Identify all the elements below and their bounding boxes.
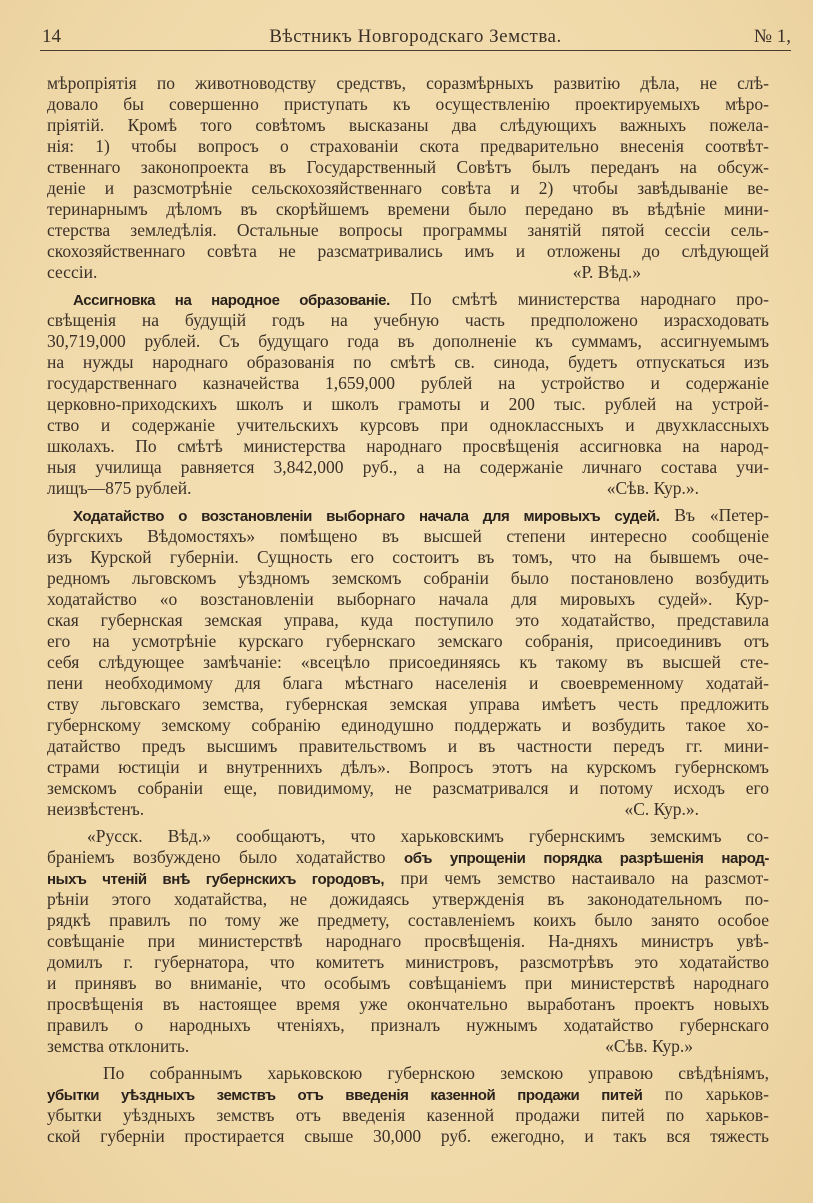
text-line [47,931,769,952]
body-text: свѣщенія на будущій годъ на учебную часть предположено израсходовать [47,310,769,330]
line-text [47,799,144,820]
paragraph [47,73,769,283]
text-line [47,478,769,499]
text-line [47,610,769,631]
text-line [47,1036,769,1057]
body-text: теринарнымъ дѣломъ въ скорѣйшемъ времени было передано въ вѣдѣніе мини- [47,199,769,219]
body-text: земскомъ собраніи еще, повидимому, не разсматривался и потому исходъ его [47,778,769,798]
body-text: церковно-приходскихъ школъ и школъ грамоты и 200 тыс. рублей на устрой- [47,394,769,414]
body-text: рѣніи этого ходатайства, не дожидаясь утвержденія въ законодательномъ по- [47,889,769,909]
body-text: ныя училища равняется 3,842,000 руб., а на содержаніе личнаго состава учи- [47,457,769,477]
text-line [47,1063,769,1084]
line-text [47,1036,189,1057]
body-text: губернскому земскому собранію единодушно поддержать и возбудить такое хо- [47,715,769,735]
text-line [47,715,769,736]
body-text: ственнаго законопроекта въ Государственный Совѣтъ былъ переданъ на обсуж- [47,157,769,177]
body-text: убытки уѣздныхъ земствъ отъ введенія казенной продажи питей по харьков- [47,1105,769,1125]
body-text: ходатайство «о возстановленіи выборнаго начала для мировыхъ судей». Кур- [47,589,769,609]
body-text: датайство предъ высшимъ правительствомъ и въ частности передъ гг. мини- [47,736,769,756]
body-text: домилъ г. губернатора, что комитетъ министровъ, разсмотрѣвъ это ходатайство [47,952,769,972]
text-line [47,289,769,310]
text-line [47,589,769,610]
body-text: страми юстиціи и внутреннихъ дѣлъ». Вопросъ этотъ на курскомъ губернскомъ [47,757,769,777]
paragraph [47,505,769,820]
body-text: земства отклонить. [47,1036,190,1056]
body-text: и принявъ во вниманіе, что особымъ совѣщаніемъ при министерствѣ народнаго [47,973,769,993]
article-body [47,73,769,1147]
text-line [47,1105,769,1126]
source-attribution: «Р. Вѣд.» [572,262,641,282]
text-line [47,694,769,715]
paragraph [47,289,769,499]
text-line [47,394,769,415]
body-text: школахъ. По смѣтѣ министерства народнаго просвѣщенія ассигновка на народ- [47,436,769,456]
body-text: ской губерніи простирается свыше 30,000 руб. ежегодно, и такъ вся тяжесть [47,1126,769,1146]
text-line [47,457,769,478]
text-line [47,310,769,331]
body-text: стерства земледѣлія. Остальные вопросы программы занятій пятой сессіи сель- [47,220,769,240]
body-text: скохозяйственнаго совѣта не разсматривались имъ и отложены до слѣдующей [47,241,769,261]
body-text: браніемъ возбуждено было ходатайство [47,847,405,867]
text-line [47,199,769,220]
bold-heading-text: объ упрощеніи порядка разрѣшенія народ- [404,850,769,867]
body-text: По собраннымъ харьковскою губернскою земскою управою свѣдѣніямъ, [103,1063,769,1083]
text-line [47,736,769,757]
text-line [47,652,769,673]
text-line [47,352,769,373]
text-line [47,799,769,820]
text-line [47,1084,769,1105]
text-line [47,973,769,994]
bold-heading-text: Ходатайство о возстановленіи выборнаго начала для мировыхъ судей. [73,508,660,525]
text-line [47,136,769,157]
text-line [47,373,769,394]
body-text: редномъ льговскомъ уѣздномъ земскомъ собраніи было постановлено возбудить [47,568,769,588]
text-line [47,436,769,457]
body-text: 30,719,000 рублей. Съ будущаго года въ дополненіе къ суммамъ, ассигнуемымъ [47,331,769,351]
body-text: мѣропріятія по животноводству средствъ, соразмѣрныхъ развитію дѣла, не слѣ- [47,73,769,93]
body-text: неизвѣстенъ. [47,799,145,819]
text-line [47,889,769,910]
text-line [47,73,769,94]
body-text: сессіи. [47,262,98,282]
body-text: бургскихъ Вѣдомостяхъ» помѣщено въ высшей степени интересно сообщеніе [47,526,769,546]
text-line [47,415,769,436]
line-text [47,478,192,499]
page-number: 14 [42,26,61,47]
body-text: по харьков- [642,1084,769,1104]
text-line [47,331,769,352]
body-text: пріятій. Кромѣ того совѣтомъ высказаны два слѣдующихъ важныхъ пожела- [47,115,769,135]
body-text: изъ Курской губерніи. Сущность его состоитъ въ томъ, что на бывшемъ оче- [47,547,769,567]
body-text: довало бы совершенно приступать къ осуществленію проектируемыхъ мѣро- [47,94,769,114]
body-text: его на усмотрѣніе курскаго губернскаго земскаго собранія, присоединивъ отъ [47,631,769,651]
paragraph [47,826,769,1057]
text-line [47,1015,769,1036]
body-text: ская губернская земская управа, куда поступило это ходатайство, представила [47,610,769,630]
text-line [47,673,769,694]
text-line [47,910,769,931]
body-text: просвѣщенія въ настоящее время уже окончательно выработанъ проектъ новыхъ [47,994,769,1014]
body-text: ству льговскаго земства, губернская земская управа имѣетъ честь предложить [47,694,769,714]
body-text: рядкѣ правилъ по тому же предмету, составленіемъ коихъ было занято особое [47,910,769,930]
paragraph [47,1063,769,1147]
body-text: на нужды народнаго образованія по смѣтѣ св. синода, будетъ отпускаться изъ [47,352,769,372]
body-text: правилъ о народныхъ чтеніяхъ, призналъ нужнымъ ходатайство губернскаго [47,1015,769,1035]
body-text: себя слѣдующее замѣчаніе: «всецѣло присоединяясь къ такому въ высшей сте- [47,652,769,672]
source-attribution: «Сѣв. Кур.». [606,478,699,498]
body-text: совѣщаніе при министерствѣ народнаго просвѣщенія. На-дняхъ министръ увѣ- [47,931,769,951]
bold-heading-text: Ассигновка на народное образованіе. [73,292,390,309]
journal-title: Вѣстникъ Новгородскаго Земства. [269,26,562,47]
source-attribution: «Сѣв. Кур.» [605,1036,693,1056]
text-line [47,178,769,199]
text-line [47,994,769,1015]
bold-heading-text: ныхъ чтеній внѣ губернскихъ городовъ, [47,871,385,888]
text-line [47,547,769,568]
bold-heading-text: убытки уѣздныхъ земствъ отъ введенія казенной продажи питей [47,1087,643,1104]
text-line [47,526,769,547]
body-text: лищъ—875 рублей. [47,478,192,498]
line-text [47,262,97,283]
text-line [47,220,769,241]
text-line [47,568,769,589]
text-line [47,1126,769,1147]
body-text: государственнаго казначейства 1,659,000 рублей на устройство и содержаніе [47,373,769,393]
text-line [47,94,769,115]
text-line [47,157,769,178]
running-header [40,24,791,51]
body-text: Въ «Петер- [659,505,769,525]
text-line [47,826,769,847]
text-line [47,115,769,136]
body-text: По смѣтѣ министерства народнаго про- [389,289,769,309]
text-line [47,241,769,262]
text-line [47,505,769,526]
body-text: нія: 1) чтобы вопросъ о страхованіи скота предварительно внесенія соотвѣт- [47,136,769,156]
text-line [47,847,769,868]
text-line [47,631,769,652]
text-line [47,262,769,283]
body-text: при чемъ земство настаивало на разсмот- [384,868,769,888]
text-line [47,757,769,778]
body-text: «Русск. Вѣд.» сообщаютъ, что харьковскимъ губернскимъ земскимъ со- [87,826,769,846]
body-text: пени необходимому для блага мѣстнаго населенія и своевременному ходатай- [47,673,769,693]
text-line [47,868,769,889]
body-text: деніе и разсмотрѣніе сельскохозяйственнаго совѣта и 2) чтобы завѣдываніе ве- [47,178,769,198]
text-line [47,952,769,973]
source-attribution: «С. Кур.». [624,799,699,819]
body-text: ство и содержаніе учительскихъ курсовъ при одноклассныхъ и двухклассныхъ [47,415,769,435]
issue-number: № 1, [753,26,791,47]
text-line [47,778,769,799]
